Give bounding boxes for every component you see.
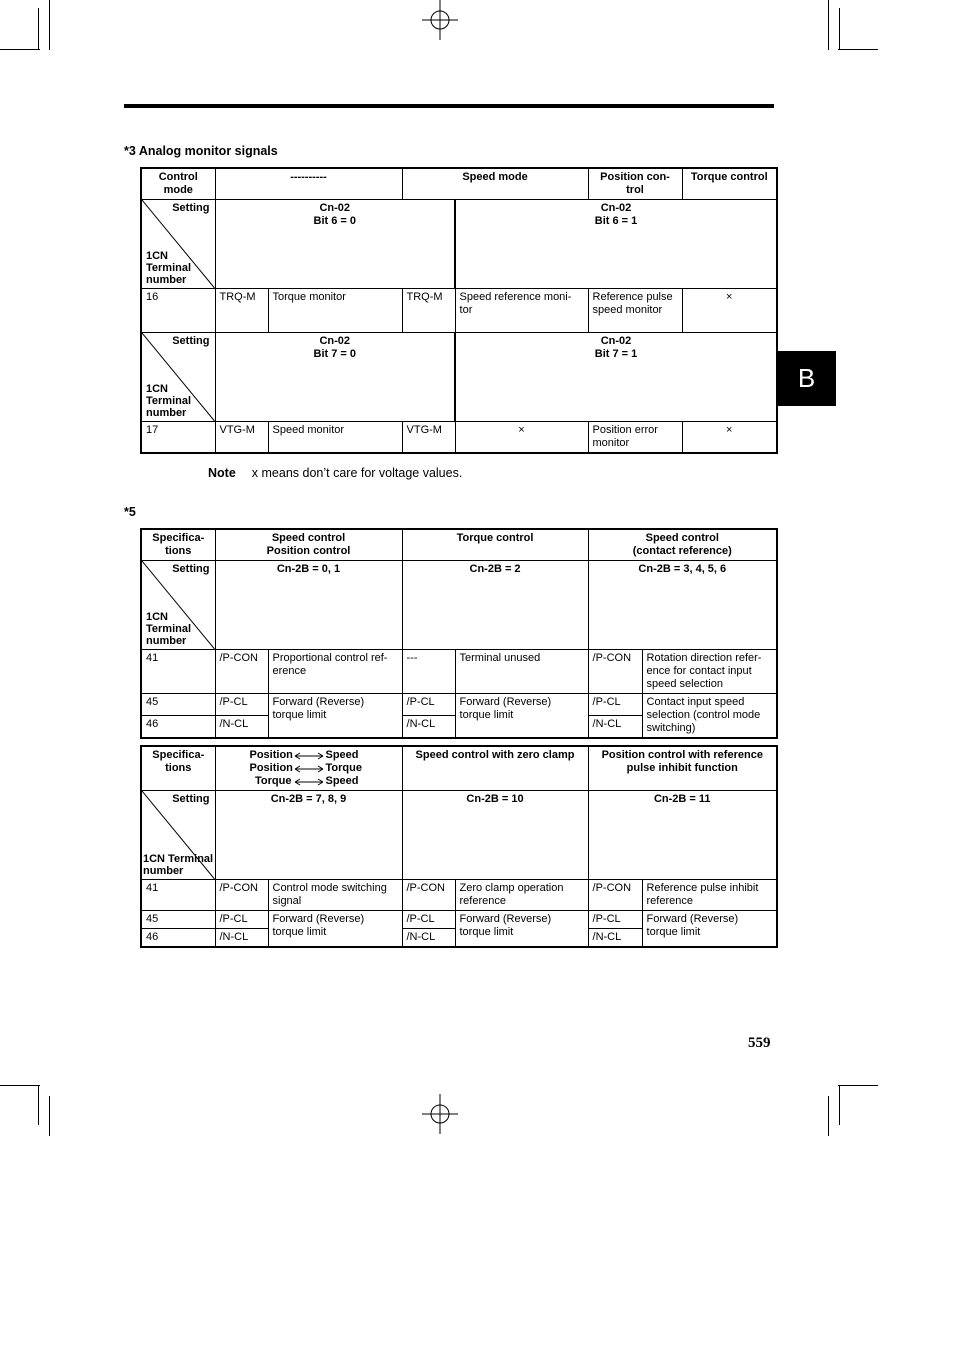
terminal-16: 16 [141,289,215,333]
cn2b-3-6: Cn-2B = 3, 4, 5, 6 [588,561,777,650]
section-tab-b: B [777,351,836,406]
terminal-46: 46 [141,929,215,948]
header-position-control: Position con-trol [588,168,682,200]
signal-vtg-m-2: VTG-M [402,422,455,454]
setting-label: Setting [172,563,210,575]
header-control-mode: Control mode [141,168,215,200]
mode-pair [220,775,398,788]
mode-left: Torque [255,775,292,787]
double-arrow-icon [294,765,324,773]
registration-target-top [418,0,462,40]
setting-label: Setting [172,335,210,347]
section5-heading: *5 [124,505,136,519]
desc-rotation-direction: Rotation direction refer-ence for contact input speed selection [642,650,777,694]
double-arrow-icon [294,778,324,786]
dont-care-mark: × [682,422,777,454]
cn2b-10: Cn-2B = 10 [402,791,588,880]
header-rule [124,104,774,108]
cn2b-table-1 [140,528,778,739]
signal-p-cl: /P-CL [402,911,455,929]
header-torque-control: Torque control [682,168,777,200]
desc-speed-ref-monitor: Speed reference moni-tor [455,289,588,333]
desc-torque-limit: Forward (Reverse) torque limit [268,694,402,739]
header-speed-mode: Speed mode [402,168,588,200]
section3-heading: *3 Analog monitor signals [124,144,278,158]
signal-p-con: /P-CON [588,880,642,911]
terminal-label: 1CN Terminal number [146,250,192,286]
signal-n-cl: /N-CL [588,716,642,738]
signal-n-cl: /N-CL [402,716,455,738]
desc-torque-limit: Forward (Reverse) torque limit [268,911,402,948]
signal-p-cl: /P-CL [402,694,455,716]
cn2b-7-9: Cn-2B = 7, 8, 9 [215,791,402,880]
double-arrow-icon [294,752,324,760]
terminal-label: 1CN Terminal number [146,383,192,419]
signal-p-con: /P-CON [215,650,268,694]
cn02-bit7-1: Cn-02 Bit 7 = 1 [455,333,777,422]
page-number: 559 [748,1035,771,1051]
cn2b-0-1: Cn-2B = 0, 1 [215,561,402,650]
cn02-bit6-0: Cn-02 Bit 6 = 0 [215,200,455,289]
signal-n-cl: /N-CL [588,929,642,948]
desc-torque-limit: Forward (Reverse) torque limit [642,911,777,948]
header-contact-reference: Speed control (contact reference) [588,529,777,561]
signal-p-cl: /P-CL [588,694,642,716]
terminal-label: 1CN Terminal number [143,853,214,877]
cn2b-11: Cn-2B = 11 [588,791,777,880]
registration-target-bottom [418,1094,462,1134]
signal-p-cl: /P-CL [215,694,268,716]
mode-right: Speed [325,775,359,787]
signal-p-con: /P-CON [402,880,455,911]
desc-mode-switching: Control mode switching signal [268,880,402,911]
note-text: x means don’t care for voltage values. [251,466,463,480]
terminal-46: 46 [141,716,215,738]
cn2b-2: Cn-2B = 2 [402,561,588,650]
desc-proportional-control: Proportional control ref-erence [268,650,402,694]
setting-terminal-cell [141,333,215,422]
header-specifications: Specifica-tions [141,529,215,561]
dont-care-mark: × [455,422,588,454]
dont-care-mark: × [682,289,777,333]
signal-vtg-m: VTG-M [215,422,268,454]
setting-terminal-cell [141,200,215,289]
analog-monitor-table [140,167,778,454]
mode-left: Position [249,749,293,761]
desc-speed-monitor: Speed monitor [268,422,402,454]
cn2b-table-2 [140,745,778,948]
desc-torque-monitor: Torque monitor [268,289,402,333]
mode-pair [220,762,398,775]
cn02-bit7-0: Cn-02 Bit 7 = 0 [215,333,455,422]
note [208,466,462,480]
header-speed-position: Speed control Position control [215,529,402,561]
header-torque-control: Torque control [402,529,588,561]
header-mode-switching [215,746,402,791]
signal-trq-m: TRQ-M [215,289,268,333]
header-dashes: ---------- [215,168,402,200]
desc-contact-input-speed: Contact input speed selection (control mode switching) [642,694,777,739]
mode-pair [220,749,398,762]
desc-terminal-unused: Terminal unused [455,650,588,694]
terminal-41: 41 [141,650,215,694]
signal-p-con: /P-CON [588,650,642,694]
note-label: Note [208,466,236,480]
terminal-45: 45 [141,694,215,716]
cn02-bit6-1: Cn-02 Bit 6 = 1 [455,200,777,289]
terminal-label: 1CN Terminal number [146,611,192,647]
desc-ref-pulse-speed: Reference pulse speed monitor [588,289,682,333]
signal-n-cl: /N-CL [215,716,268,738]
signal-p-cl: /P-CL [215,911,268,929]
mode-right: Speed [325,749,359,761]
signal-p-cl: /P-CL [588,911,642,929]
desc-torque-limit: Forward (Reverse) torque limit [455,911,588,948]
signal-n-cl: /N-CL [402,929,455,948]
mode-right: Torque [325,762,362,774]
setting-label: Setting [172,202,210,214]
desc-pulse-inhibit: Reference pulse inhibit reference [642,880,777,911]
header-zero-clamp: Speed control with zero clamp [402,746,588,791]
signal-p-con: /P-CON [215,880,268,911]
terminal-45: 45 [141,911,215,929]
header-specifications: Specifica-tions [141,746,215,791]
desc-zero-clamp: Zero clamp operation reference [455,880,588,911]
desc-position-error: Position error monitor [588,422,682,454]
signal-dashes: --- [402,650,455,694]
desc-torque-limit: Forward (Reverse) torque limit [455,694,588,739]
terminal-41: 41 [141,880,215,911]
setting-terminal-cell [141,561,215,650]
terminal-17: 17 [141,422,215,454]
mode-left: Position [249,762,293,774]
header-pulse-inhibit: Position control with reference pulse inhibit function [588,746,777,791]
setting-label: Setting [172,793,210,805]
setting-terminal-cell [141,791,215,880]
signal-n-cl: /N-CL [215,929,268,948]
signal-trq-m-2: TRQ-M [402,289,455,333]
